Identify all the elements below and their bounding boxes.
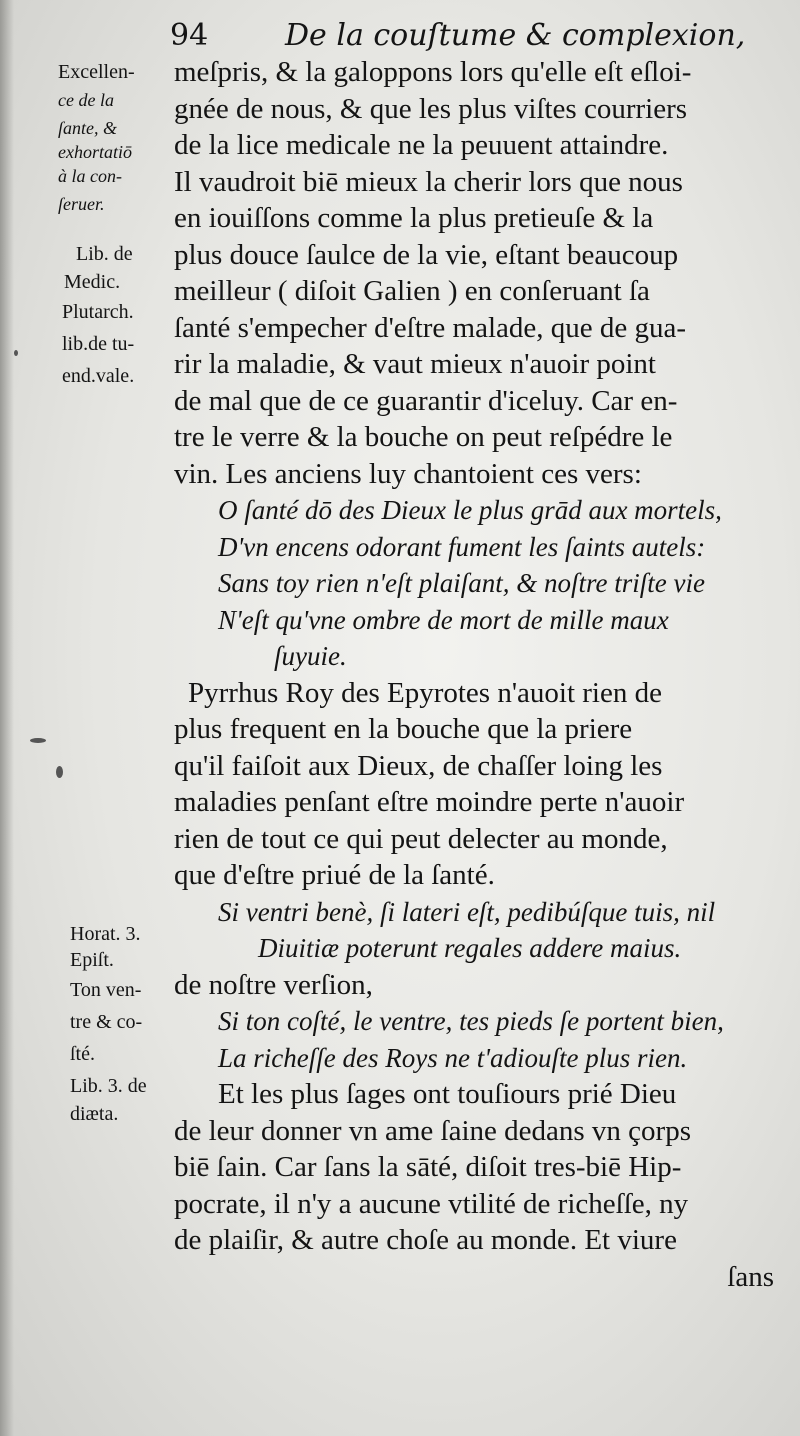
ink-speck <box>14 350 18 356</box>
text-line: meſpris, & la galoppons lors qu'elle eſt eſloi- <box>174 56 692 88</box>
text-line: gnée de nous, & que les plus viſtes courriers <box>174 92 688 125</box>
text-line: rir la maladie, & vaut mieux n'auoir point <box>174 348 656 380</box>
text-line: pocrate, il n'y a aucune vtilité de richeſſe, ny <box>174 1187 689 1220</box>
text-line: en iouiſſons comme la plus pretieuſe & la <box>174 202 654 234</box>
text-line: de noſtre verſion, <box>174 968 373 1001</box>
text-line: Et les plus ſages ont touſiours prié Dieu <box>218 1078 677 1110</box>
text-line: maladies penſant eſtre moindre perte n'auoir <box>174 786 685 818</box>
ink-speck <box>30 738 46 743</box>
margin-notes <box>0 0 172 1436</box>
page-number: 94 <box>170 18 209 53</box>
running-head <box>170 14 770 58</box>
margin-note: ſante, & <box>58 118 117 138</box>
quote-line: Si ventri benè, ſi lateri eſt, pedibúſque tuis, nil <box>218 896 716 927</box>
text-line: plus frequent en la bouche que la priere <box>174 713 633 745</box>
verse-line: Si ton coſté, le ventre, tes pieds ſe portent bien, <box>218 1006 724 1036</box>
quote-line: Diuitiæ poterunt regales addere maius. <box>258 933 682 963</box>
margin-note: lib.de tu- <box>62 333 135 355</box>
margin-note: ce de la <box>58 90 114 110</box>
margin-note: ſeruer. <box>58 194 105 214</box>
text-line: de leur donner vn ame ſaine dedans vn çorps <box>174 1114 691 1147</box>
text-line: qu'il faiſoit aux Dieux, de chaſſer loing les <box>174 749 663 782</box>
margin-note: Excellen- <box>58 61 135 83</box>
running-title: De la couſtume & complexion, <box>285 18 746 53</box>
verse-line: D'vn encens odorant fument les ſaints autels: <box>218 531 706 562</box>
ink-speck <box>56 766 63 778</box>
catchword: ſans <box>727 1260 774 1293</box>
margin-note: Ton ven- <box>70 979 142 1001</box>
margin-note: exhortatiō <box>58 142 132 162</box>
margin-note: Epiſt. <box>70 949 114 971</box>
text-line: rien de tout ce qui peut delecter au monde, <box>174 822 668 855</box>
text-line: Il vaudroit biē mieux la cherir lors que nous <box>174 165 683 198</box>
text-line: de la lice medicale ne la peuuent attaindre. <box>174 129 669 161</box>
margin-note: Medic. <box>64 271 121 293</box>
text-line: biē ſain. Car ſans la sāté, diſoit tres-biē Hip- <box>174 1151 682 1183</box>
body-text <box>174 54 776 1295</box>
verse-line: N'eſt qu'vne ombre de mort de mille maux <box>218 604 669 635</box>
verse-line: Sans toy rien n'eſt plaiſant, & noſtre triſte vie <box>218 568 705 598</box>
text-line: ſanté s'empecher d'eſtre malade, que de gua- <box>174 311 687 344</box>
verse-line: La richeſſe des Roys ne t'adiouſte plus rien. <box>218 1042 688 1073</box>
margin-note: Lib. 3. de <box>70 1075 147 1097</box>
text-line: Pyrrhus Roy des Epyrotes n'auoit rien de <box>188 676 662 709</box>
text-line: plus douce ſaulce de la vie, eſtant beaucoup <box>174 238 679 271</box>
margin-note: Lib. de <box>76 243 133 265</box>
text-line: de mal que de ce guarantir d'iceluy. Car en- <box>174 384 678 417</box>
margin-note: tre & co- <box>70 1011 143 1033</box>
verse-line: ſuyuie. <box>274 641 347 671</box>
margin-note: end.vale. <box>62 365 135 387</box>
margin-note: ſté. <box>70 1043 95 1065</box>
verse-line: O ſanté dō des Dieux le plus grād aux mortels, <box>218 495 722 525</box>
margin-note: à la con- <box>58 166 122 186</box>
text-line: vin. Les anciens luy chantoient ces vers: <box>174 457 642 490</box>
text-line: de plaiſir, & autre choſe au monde. Et viure <box>174 1224 677 1256</box>
text-line: meilleur ( diſoit Galien ) en conſeruant ſa <box>174 275 650 307</box>
text-line: tre le verre & la bouche on peut reſpédre le <box>174 421 673 453</box>
text-line: que d'eſtre priué de la ſanté. <box>174 859 495 891</box>
margin-note: Horat. 3. <box>70 923 141 945</box>
margin-note: Plutarch. <box>62 301 134 323</box>
margin-note: diæta. <box>70 1103 119 1125</box>
